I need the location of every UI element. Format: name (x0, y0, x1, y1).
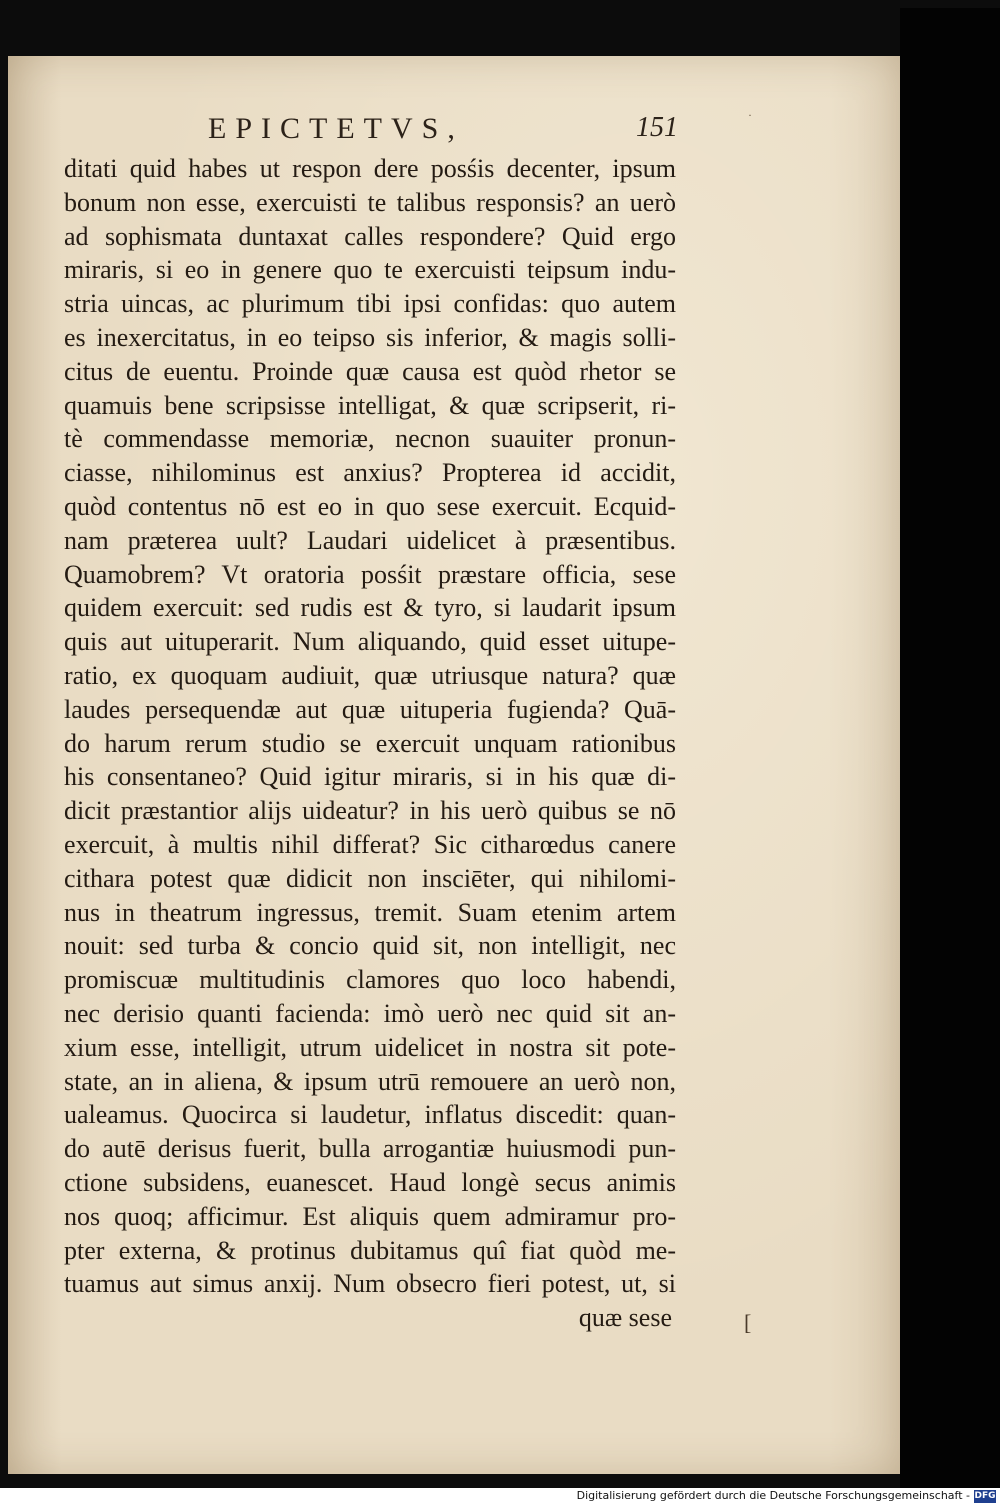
text-line: his consentaneo? Quid igitur miraris, si in his quæ di- (64, 762, 676, 792)
text-line: tuamus aut simus anxij. Num obsecro fieri potest, ut, si (64, 1269, 676, 1299)
text-line: Quamobrem? Vt oratoria posśit præstare officia, sese (64, 559, 676, 589)
text-line: laudes persequendæ aut quæ uituperia fugienda? Quā- (64, 694, 676, 724)
text-line: quamuis bene scripsisse intelligat, & quæ scripserit, ri- (64, 390, 676, 420)
text-line: state, an in aliena, & ipsum utrū remouere an uerò non, (64, 1066, 676, 1096)
text-line: tè commendasse memoriæ, necnon suauiter pronun- (64, 424, 676, 454)
text-line: cithara potest quæ didicit non insciēter, qui nihilomi- (64, 863, 676, 893)
text-line: quidem exercuit: sed rudis est & tyro, si laudarit ipsum (64, 593, 676, 623)
dfg-logo: DFG (974, 1491, 996, 1501)
text-block (64, 152, 676, 1335)
text-line: nam præterea uult? Laudari uidelicet à præsentibus. (64, 525, 676, 555)
text-line: ratio, ex quoquam audiuit, quæ utriusque natura? quæ (64, 660, 676, 690)
text-line: stria uincas, ac plurimum tibi ipsi confidas: quo autem (64, 289, 676, 319)
text-line: miraris, si eo in genere quo te exercuisti teipsum indu- (64, 255, 676, 285)
text-line: ualeamus. Quocirca si laudetur, inflatus discedit: quan- (64, 1100, 676, 1130)
text-line: promiscuæ multitudinis clamores quo loco habendi, (64, 965, 676, 995)
text-line: dicit præstantior aliјs uideatur? in his uerò quibus se nō (64, 796, 676, 826)
running-head (208, 112, 678, 148)
text-line: ciasse, nihilominus est anxius? Propterea id accidit, (64, 458, 676, 488)
text-line: ad sophismata duntaxat calles respondere? Quid ergo (64, 221, 676, 251)
text-line: quis aut uituperarit. Num aliquando, quid esset uitupe- (64, 627, 676, 657)
text-line: nos quoq; afficimur. Est aliquis quem admiramur pro- (64, 1201, 676, 1231)
book-spine-shadow (900, 8, 1000, 1488)
running-title: EPICTETVS, (208, 112, 464, 145)
text-line: ctione subsidens, euanescet. Haud longè secus animis (64, 1167, 676, 1197)
text-line: citus de euentu. Proinde quæ causa est quòd rhetor se (64, 356, 676, 386)
text-line: do autē derisus fuerit, bulla arrogantiæ huiusmodi pun- (64, 1134, 676, 1164)
funding-credit: Digitalisierung gefördert durch die Deutsche Forschungsgemeinschaft - (576, 1489, 970, 1502)
footer-bar (0, 1488, 1000, 1506)
text-line: nus in theatrum ingressus, tremit. Suam etenim artem (64, 897, 676, 927)
text-line: bonum non esse, exercuisti te talibus responsis? an uerò (64, 187, 676, 217)
text-line: pter externa, & protinus dubitamus quî fiat quòd me- (64, 1235, 676, 1265)
text-line: xium esse, intelligit, utrum uidelicet in nostra sit pote- (64, 1032, 676, 1062)
text-line: es inexercitatus, in eo teipso sis inferior, & magis solli- (64, 322, 676, 352)
page-number: 151 (636, 112, 678, 143)
catchword: quæ sese (578, 1303, 672, 1333)
text-line: ditati quid habes ut respon dere posśis decenter, ipsum (64, 154, 676, 183)
margin-mark: [ (744, 1310, 752, 1335)
text-line: nouit: sed turba & concio quid sit, non intelligit, nec (64, 931, 676, 961)
text-line: exercuit, à multis nihil differat? Sic citharœdus canere (64, 829, 676, 859)
text-line: nec derisio quanti facienda: imò uerò nec quid sit an- (64, 998, 676, 1028)
text-line: quòd contentus nō est eo in quo sese exercuit. Ecquid- (64, 491, 676, 521)
margin-mark: · (748, 108, 752, 122)
text-line: do harum rerum studio se exercuit unquam rationibus (64, 728, 676, 758)
